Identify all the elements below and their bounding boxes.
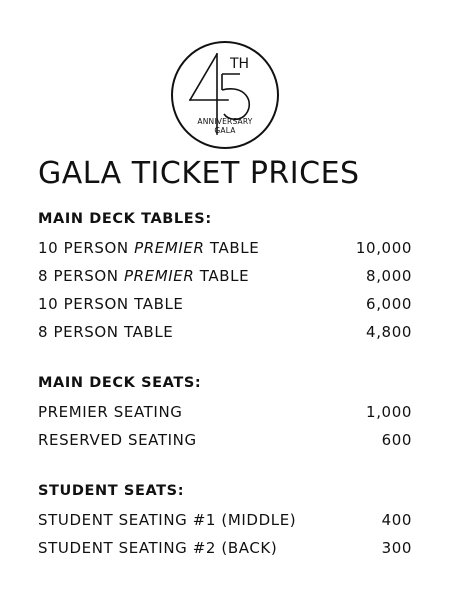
ticket-label-emphasis: PREMIER (134, 239, 205, 257)
ticket-label-text: 8 PERSON (38, 267, 124, 285)
ticket-label (38, 506, 296, 534)
logo-gala-text: GALA (214, 126, 236, 135)
ticket-label-emphasis: PREMIER (123, 267, 195, 285)
price-section (38, 372, 412, 454)
ticket-label-text: PREMIER SEATING (38, 403, 183, 421)
ticket-price: 8,000 (366, 267, 412, 285)
ticket-label (38, 534, 277, 562)
price-section (38, 208, 412, 346)
price-row (38, 426, 412, 454)
price-row (38, 234, 412, 262)
section-heading: MAIN DECK TABLES: (38, 211, 212, 227)
anniversary-logo-graphic (170, 40, 280, 150)
ticket-label-text: 8 PERSON TABLE (38, 323, 174, 341)
logo-number-five (222, 74, 249, 119)
ticket-label (38, 234, 259, 262)
logo-anniversary-text: ANNIVERSARY (197, 117, 253, 126)
price-row (38, 506, 412, 534)
ticket-label (38, 398, 183, 426)
ticket-price: 600 (381, 431, 412, 449)
ticket-label-text: RESERVED SEATING (38, 431, 197, 449)
price-row (38, 318, 412, 346)
ticket-label-text: STUDENT SEATING #2 (BACK) (38, 539, 278, 557)
price-section (38, 480, 412, 562)
logo-superscript: TH (230, 56, 250, 72)
anniversary-logo (170, 40, 280, 150)
price-row (38, 290, 412, 318)
ticket-label-text: 10 PERSON (38, 239, 135, 257)
ticket-label-text: STUDENT SEATING #1 (MIDDLE) (38, 511, 297, 529)
ticket-label (38, 290, 184, 318)
section-heading: MAIN DECK SEATS: (38, 375, 202, 391)
price-row (38, 534, 412, 562)
price-list (38, 208, 412, 588)
ticket-price: 300 (381, 539, 412, 557)
price-row (38, 398, 412, 426)
ticket-price: 1,000 (366, 403, 412, 421)
ticket-label (38, 426, 197, 454)
ticket-label-suffix: TABLE (204, 239, 260, 257)
price-row (38, 262, 412, 290)
ticket-label-text: 10 PERSON TABLE (38, 295, 184, 313)
ticket-price: 6,000 (366, 295, 412, 313)
ticket-label-suffix: TABLE (194, 267, 250, 285)
ticket-price: 400 (381, 511, 412, 529)
ticket-price: 10,000 (355, 239, 412, 257)
ticket-label (38, 262, 249, 290)
ticket-label (38, 318, 173, 346)
section-heading: STUDENT SEATS: (38, 483, 185, 499)
ticket-price: 4,800 (366, 323, 412, 341)
page-title: GALA TICKET PRICES (38, 156, 360, 191)
